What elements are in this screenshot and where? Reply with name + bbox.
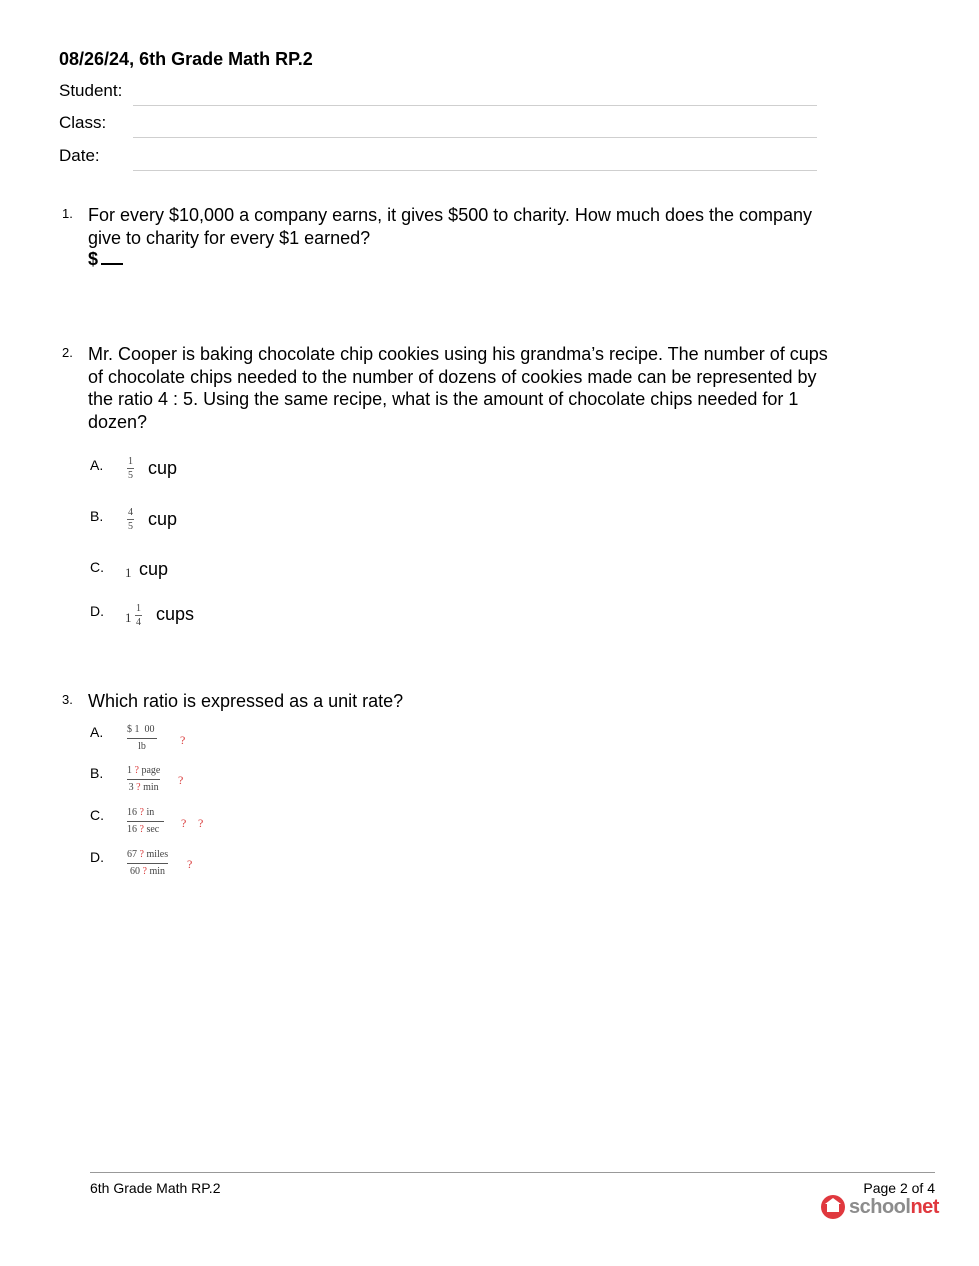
denominator: 5 [128, 470, 133, 481]
ratio-numerator: 16 ? in [127, 807, 155, 818]
footer-test-name: 6th Grade Math RP.2 [90, 1180, 221, 1196]
footer-divider [90, 1172, 935, 1173]
fraction-bar [135, 615, 142, 616]
q2-option-d-unit: cups [156, 604, 195, 624]
q2-option-b-letter[interactable]: B. [90, 508, 104, 524]
q2-option-b-unit: cup [148, 509, 178, 529]
dollar-sign: $ [88, 249, 99, 269]
ratio-numerator: 1 ? page [127, 765, 161, 776]
missing-glyph: ? [187, 857, 193, 871]
q2-option-c-letter[interactable]: C. [90, 559, 104, 575]
q2-option-a-fraction [127, 456, 134, 481]
question-1-answer[interactable] [88, 249, 123, 270]
q2-option-a-unit: cup [148, 458, 178, 478]
q2-option-d-whole: 1 [125, 610, 132, 625]
fraction-bar [127, 519, 134, 520]
denominator: 5 [128, 521, 133, 532]
schoolnet-logo [821, 1195, 939, 1219]
q2-option-d-letter[interactable]: D. [90, 603, 104, 619]
q3-option-c-letter[interactable]: C. [90, 807, 104, 823]
ratio-numerator: 67 ? miles [127, 849, 169, 860]
q2-option-a-letter[interactable]: A. [90, 457, 104, 473]
fraction-bar [127, 738, 157, 739]
numerator: 1 [136, 603, 141, 614]
numerator: 4 [128, 507, 133, 518]
missing-glyph: ? [198, 816, 204, 830]
missing-glyph: ? [178, 773, 184, 787]
numerator: 1 [128, 456, 133, 467]
page-number: Page 2 of 4 [863, 1180, 935, 1196]
ratio-denominator: 16 ? sec [127, 824, 160, 835]
q3-option-b-letter[interactable]: B. [90, 765, 104, 781]
fraction-bar [127, 779, 160, 780]
fraction-bar [127, 468, 134, 469]
q2-option-d-fraction [135, 603, 142, 628]
question-3-number: 3. [62, 692, 73, 707]
q3-option-c-ratio [127, 807, 164, 836]
ratio-denominator: lb [138, 741, 146, 752]
date-field[interactable] [133, 170, 817, 171]
q3-option-a-ratio [127, 724, 157, 753]
ratio-numerator: $ 1 00 [127, 724, 155, 735]
q3-option-d-ratio [127, 849, 168, 878]
fraction-bar [127, 863, 168, 864]
page-title: 08/26/24, 6th Grade Math RP.2 [59, 49, 313, 69]
logo-text: schoolnet [849, 1195, 939, 1218]
student-label: Student: [59, 81, 123, 100]
ratio-denominator: 3 ? min [128, 782, 159, 793]
q3-option-a-letter[interactable]: A. [90, 724, 104, 740]
missing-glyph: ? [181, 816, 187, 830]
answer-blank[interactable] [101, 253, 123, 265]
q2-option-c-whole: 1 [125, 565, 132, 580]
fraction-bar [127, 821, 164, 822]
ratio-denominator: 60 ? min [130, 866, 166, 877]
question-1-number: 1. [62, 206, 73, 221]
class-field[interactable] [133, 137, 817, 138]
q3-option-b-ratio [127, 765, 160, 794]
q2-option-b-fraction [127, 507, 134, 532]
question-2-number: 2. [62, 345, 73, 360]
missing-glyph: ? [180, 733, 186, 747]
question-3-text: Which ratio is expressed as a unit rate? [88, 691, 404, 711]
question-2-text: Mr. Cooper is baking chocolate chip cookies using his grandma’s recipe. The number of cups of chocolate chips needed to the number of dozens of cookies made can be represented by the ratio 4 : 5. Using the same recipe, what is the amount of chocolate chips needed for 1 dozen? [88, 344, 828, 432]
denominator: 4 [136, 617, 141, 628]
question-1-text: For every $10,000 a company earns, it gives $500 to charity. How much does the company give to charity for every $1 earned? [88, 205, 813, 248]
class-label: Class: [59, 113, 107, 132]
q2-option-c-unit: cup [139, 559, 169, 579]
date-label: Date: [59, 146, 100, 165]
student-field[interactable] [133, 105, 817, 106]
house-icon [821, 1195, 845, 1219]
q3-option-d-letter[interactable]: D. [90, 849, 104, 865]
